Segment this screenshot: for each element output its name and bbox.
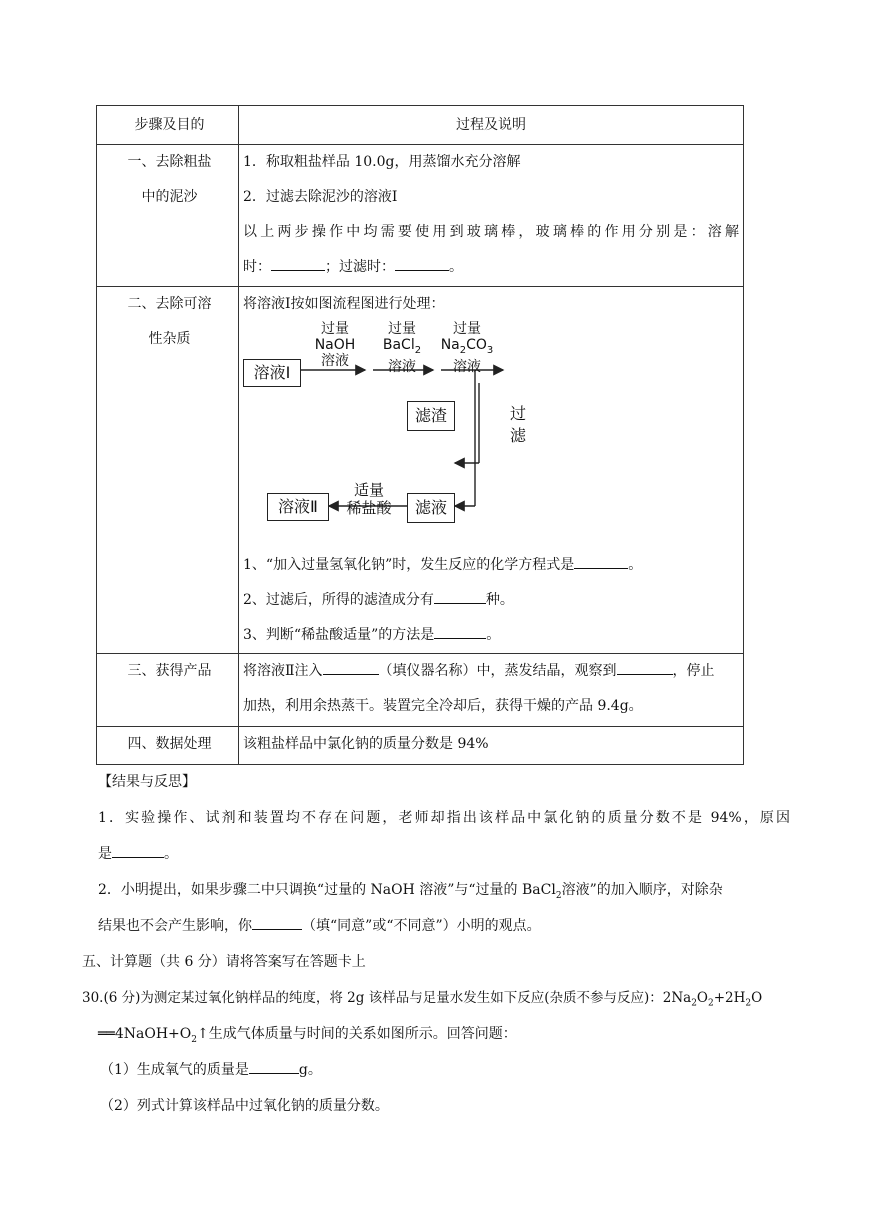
answer-blank[interactable]: [271, 269, 325, 271]
section5-heading: 五、计算题（共 6 分）请将答案写在答题卡上: [82, 954, 366, 970]
answer-blank[interactable]: [574, 567, 628, 569]
answer-blank[interactable]: [434, 602, 486, 604]
answer-blank[interactable]: [434, 637, 486, 639]
reflection-p2-line1: 2．小明提出，如果步骤二中只调换“过量的 NaOH 溶液”与“过量的 BaCl$_2$溶液”的加入顺序，对除杂: [98, 882, 723, 901]
flow-box-residue: 滤渣: [407, 401, 455, 431]
row1-step: 一、去除粗盐 中的泥沙: [97, 145, 239, 287]
answer-blank[interactable]: [249, 1072, 299, 1074]
reflection-heading: 【结果与反思】: [98, 774, 196, 790]
row1-fill-line: 时： ；过滤时： 。: [243, 259, 463, 275]
label-bacl2: 过量 BaCl$_2$ 溶液: [382, 321, 422, 375]
row4-process: 该粗盐样品中氯化钠的质量分数是 94%: [239, 727, 744, 765]
answer-blank[interactable]: [252, 928, 302, 930]
answer-blank[interactable]: [323, 673, 379, 675]
row1-process: 1．称取粗盐样品 10.0g，用蒸馏水充分溶解 2．过滤去除泥沙的溶液Ⅰ 以上两步操作中均需要使用到玻璃棒，玻璃棒的作用分别是：溶解 时： ；过滤时： 。: [239, 145, 744, 287]
row2-step: 二、去除可溶 性杂质: [97, 287, 239, 654]
q30-sub1: （1）生成氧气的质量是 g。: [100, 1062, 322, 1078]
flow-box-solution-2: 溶液Ⅱ: [267, 493, 329, 521]
row3-process: 将溶液Ⅱ注入 （填仪器名称）中，蒸发结晶，观察到 ，停止 加热，利用余热蒸干。装置完全冷却后，获得干燥的产品 9.4g。: [239, 654, 744, 727]
header-step: 步骤及目的: [97, 106, 239, 145]
label-na2co3: 过量 $Na_2CO_3$ 溶液: [440, 321, 494, 375]
answer-blank[interactable]: [617, 673, 673, 675]
answer-blank[interactable]: [112, 856, 164, 858]
flow-diagram: [239, 323, 539, 543]
label-naoh: 过量 NaOH 溶液: [314, 321, 356, 369]
header-process: 过程及说明: [239, 106, 744, 145]
flow-box-filtrate: 滤液: [407, 493, 455, 523]
reflection-p1-line2: 是 。: [98, 846, 178, 862]
row4-step: 四、数据处理: [97, 727, 239, 765]
row2-process: 将溶液Ⅰ按如图流程图进行处理： 溶液Ⅰ 滤渣 滤液 溶液Ⅱ 过量 NaOH 溶液 过量 BaCl$_2$ 溶液 过量 $Na_2CO_3$ 溶液 过 滤 适量 稀盐酸 1、“加入过量氢氧化钠”时，发生反应的化学方程式是 。 2、过滤后，所得的滤渣成分有 种。 3、判断“稀盐酸适量”的方法是 。: [239, 287, 744, 654]
label-filter: 过 滤: [509, 404, 526, 445]
reflection-p1-line1: 1．实验操作、试剂和装置均不存在问题，老师却指出该样品中氯化钠的质量分数不是 94%，原因: [98, 810, 790, 826]
answer-blank[interactable]: [395, 269, 449, 271]
experiment-table: [96, 105, 744, 765]
q30-line1: 30.(6 分)为测定某过氧化钠样品的纯度，将 2g 该样品与足量水发生如下反应(杂质不参与反应)：$2Na_2O_2+2H_2O$: [82, 990, 763, 1009]
label-hcl: 适量 稀盐酸: [346, 481, 392, 517]
row3-step: 三、获得产品: [97, 654, 239, 727]
flow-box-solution-1: 溶液Ⅰ: [243, 359, 301, 387]
q30-sub2: （2）列式计算该样品中过氧化钠的质量分数。: [100, 1098, 389, 1114]
q30-line2: $══4NaOH+O_2↑$生成气体质量与时间的关系如图所示。回答问题：: [98, 1026, 517, 1045]
row2-questions: 1、“加入过量氢氧化钠”时，发生反应的化学方程式是 。 2、过滤后，所得的滤渣成分有 种。 3、判断“稀盐酸适量”的方法是 。: [243, 557, 643, 643]
reflection-p2-line2: 结果也不会产生影响，你 （填“同意”或“不同意”）小明的观点。: [98, 918, 541, 934]
